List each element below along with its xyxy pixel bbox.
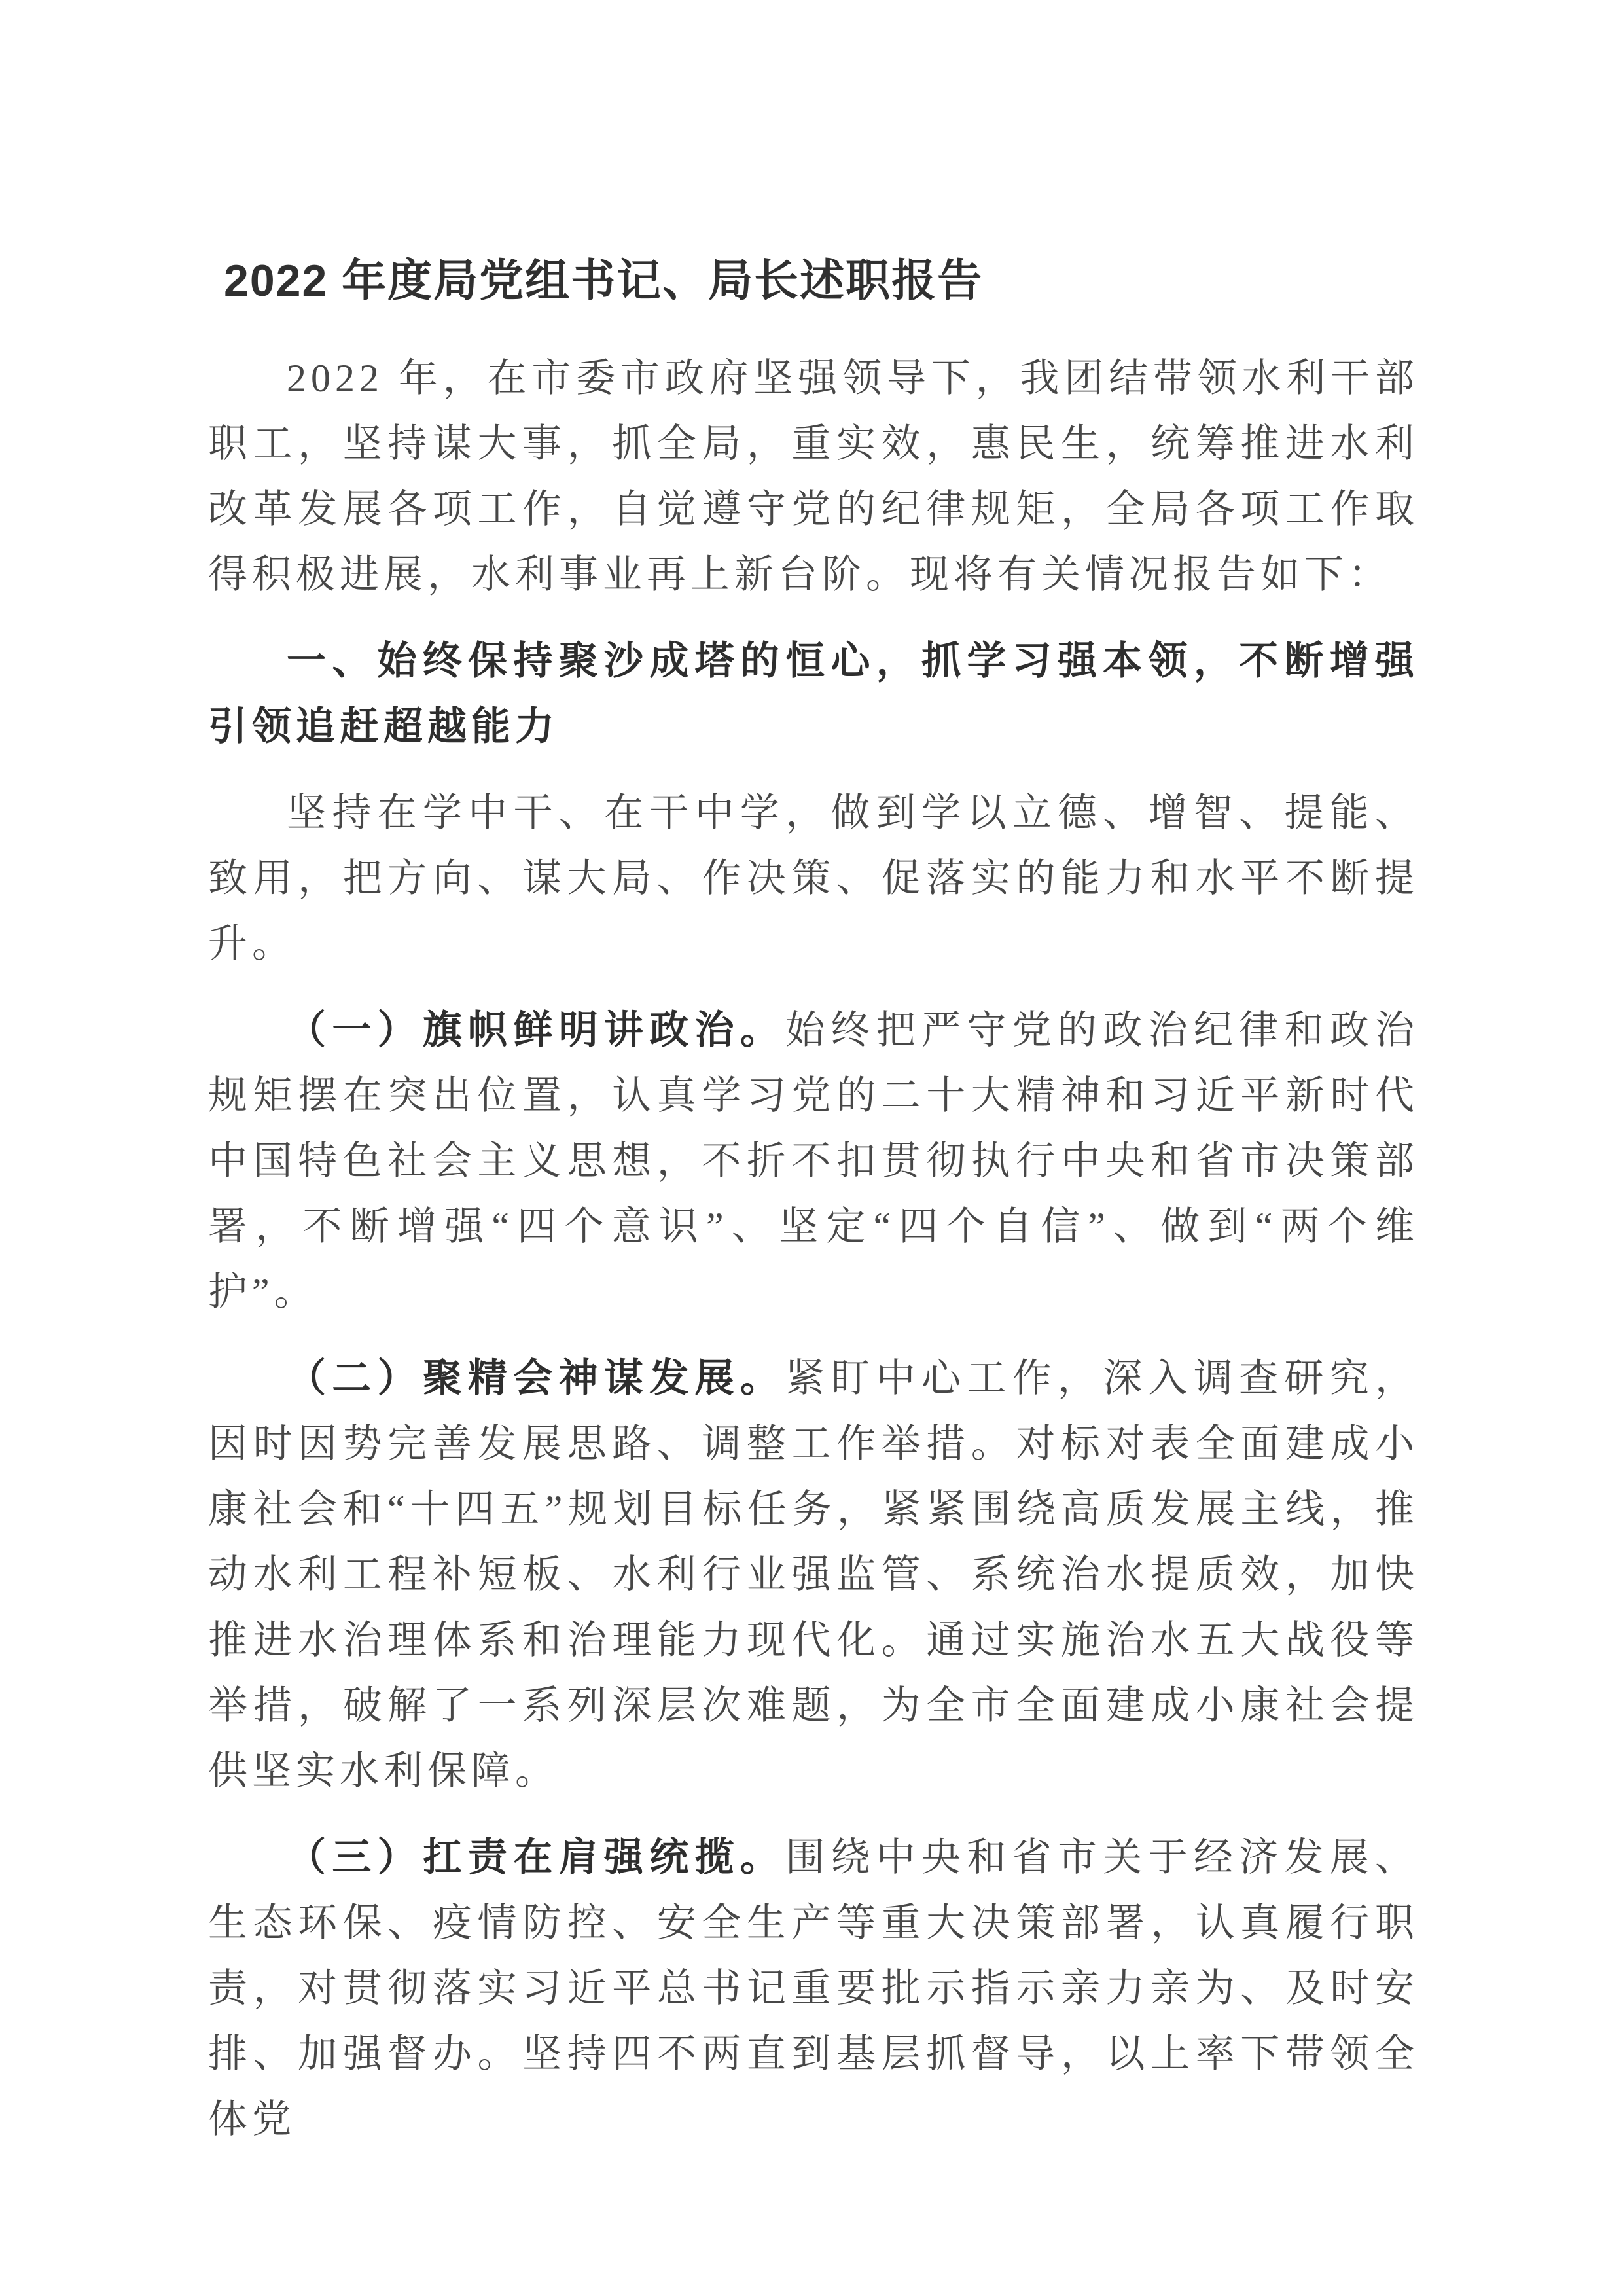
intro-paragraph-text: 2022 年，在市委市政府坚强领导下，我团结带领水利干部职工，坚持谋大事，抓全局，重实效，惠民生，统筹推进水利改革发展各项工作，自觉遵守党的纪律规矩，全局各项工作取得积极进展，水利事业再上新台阶。现将有关情况报告如下：: [208, 357, 1419, 596]
subsection-1-paragraph: [208, 997, 1419, 1325]
subsection-1-lead: （一）旗帜鲜明讲政治。: [287, 1008, 786, 1052]
subsection-2-lead: （二）聚精会神谋发展。: [287, 1356, 786, 1400]
subsection-2-text: 紧盯中心工作，深入调查研究，因时因势完善发展思路、调整工作举措。对标对表全面建成小康社会和“十四五”规划目标任务，紧紧围绕高质发展主线，推动水利工程补短板、水利行业强监管、系统治水提质效，加快推进水治理体系和治理能力现代化。通过实施治水五大战役等举措，破解了一系列深层次难题，为全市全面建成小康社会提供坚实水利保障。: [208, 1357, 1419, 1793]
document-title: 2022 年度局党组书记、局长述职报告: [224, 256, 984, 306]
subsection-2-paragraph: [208, 1346, 1419, 1804]
section-1-heading: [208, 628, 1419, 759]
section-1-overview-paragraph: [208, 780, 1419, 977]
subsection-3-paragraph: [208, 1825, 1419, 2152]
subsection-3-text: 围绕中央和省市关于经济发展、生态环保、疫情防控、安全生产等重大决策部署，认真履行职责，对贯彻落实习近平总书记重要批示指示亲力亲为、及时安排、加强督办。坚持四不两直到基层抓督导，以上率下带领全体党: [208, 1836, 1419, 2141]
subsection-3-lead: （三）扛责在肩强统揽。: [287, 1835, 786, 1879]
subsection-1-text: 始终把严守党的政治纪律和政治规矩摆在突出位置，认真学习党的二十大精神和习近平新时代中国特色社会主义思想，不折不扣贯彻执行中央和省市决策部署，不断增强“四个意识”、坚定“四个自信”、做到“两个维护”。: [208, 1009, 1419, 1314]
section-1-overview-text: 坚持在学中干、在干中学，做到学以立德、增智、提能、致用，把方向、谋大局、作决策、促落实的能力和水平不断提升。: [208, 791, 1419, 965]
intro-paragraph: [208, 346, 1419, 607]
section-1-heading-text: 一、始终保持聚沙成塔的恒心，抓学习强本领，不断增强引领追赶超越能力: [208, 639, 1419, 748]
